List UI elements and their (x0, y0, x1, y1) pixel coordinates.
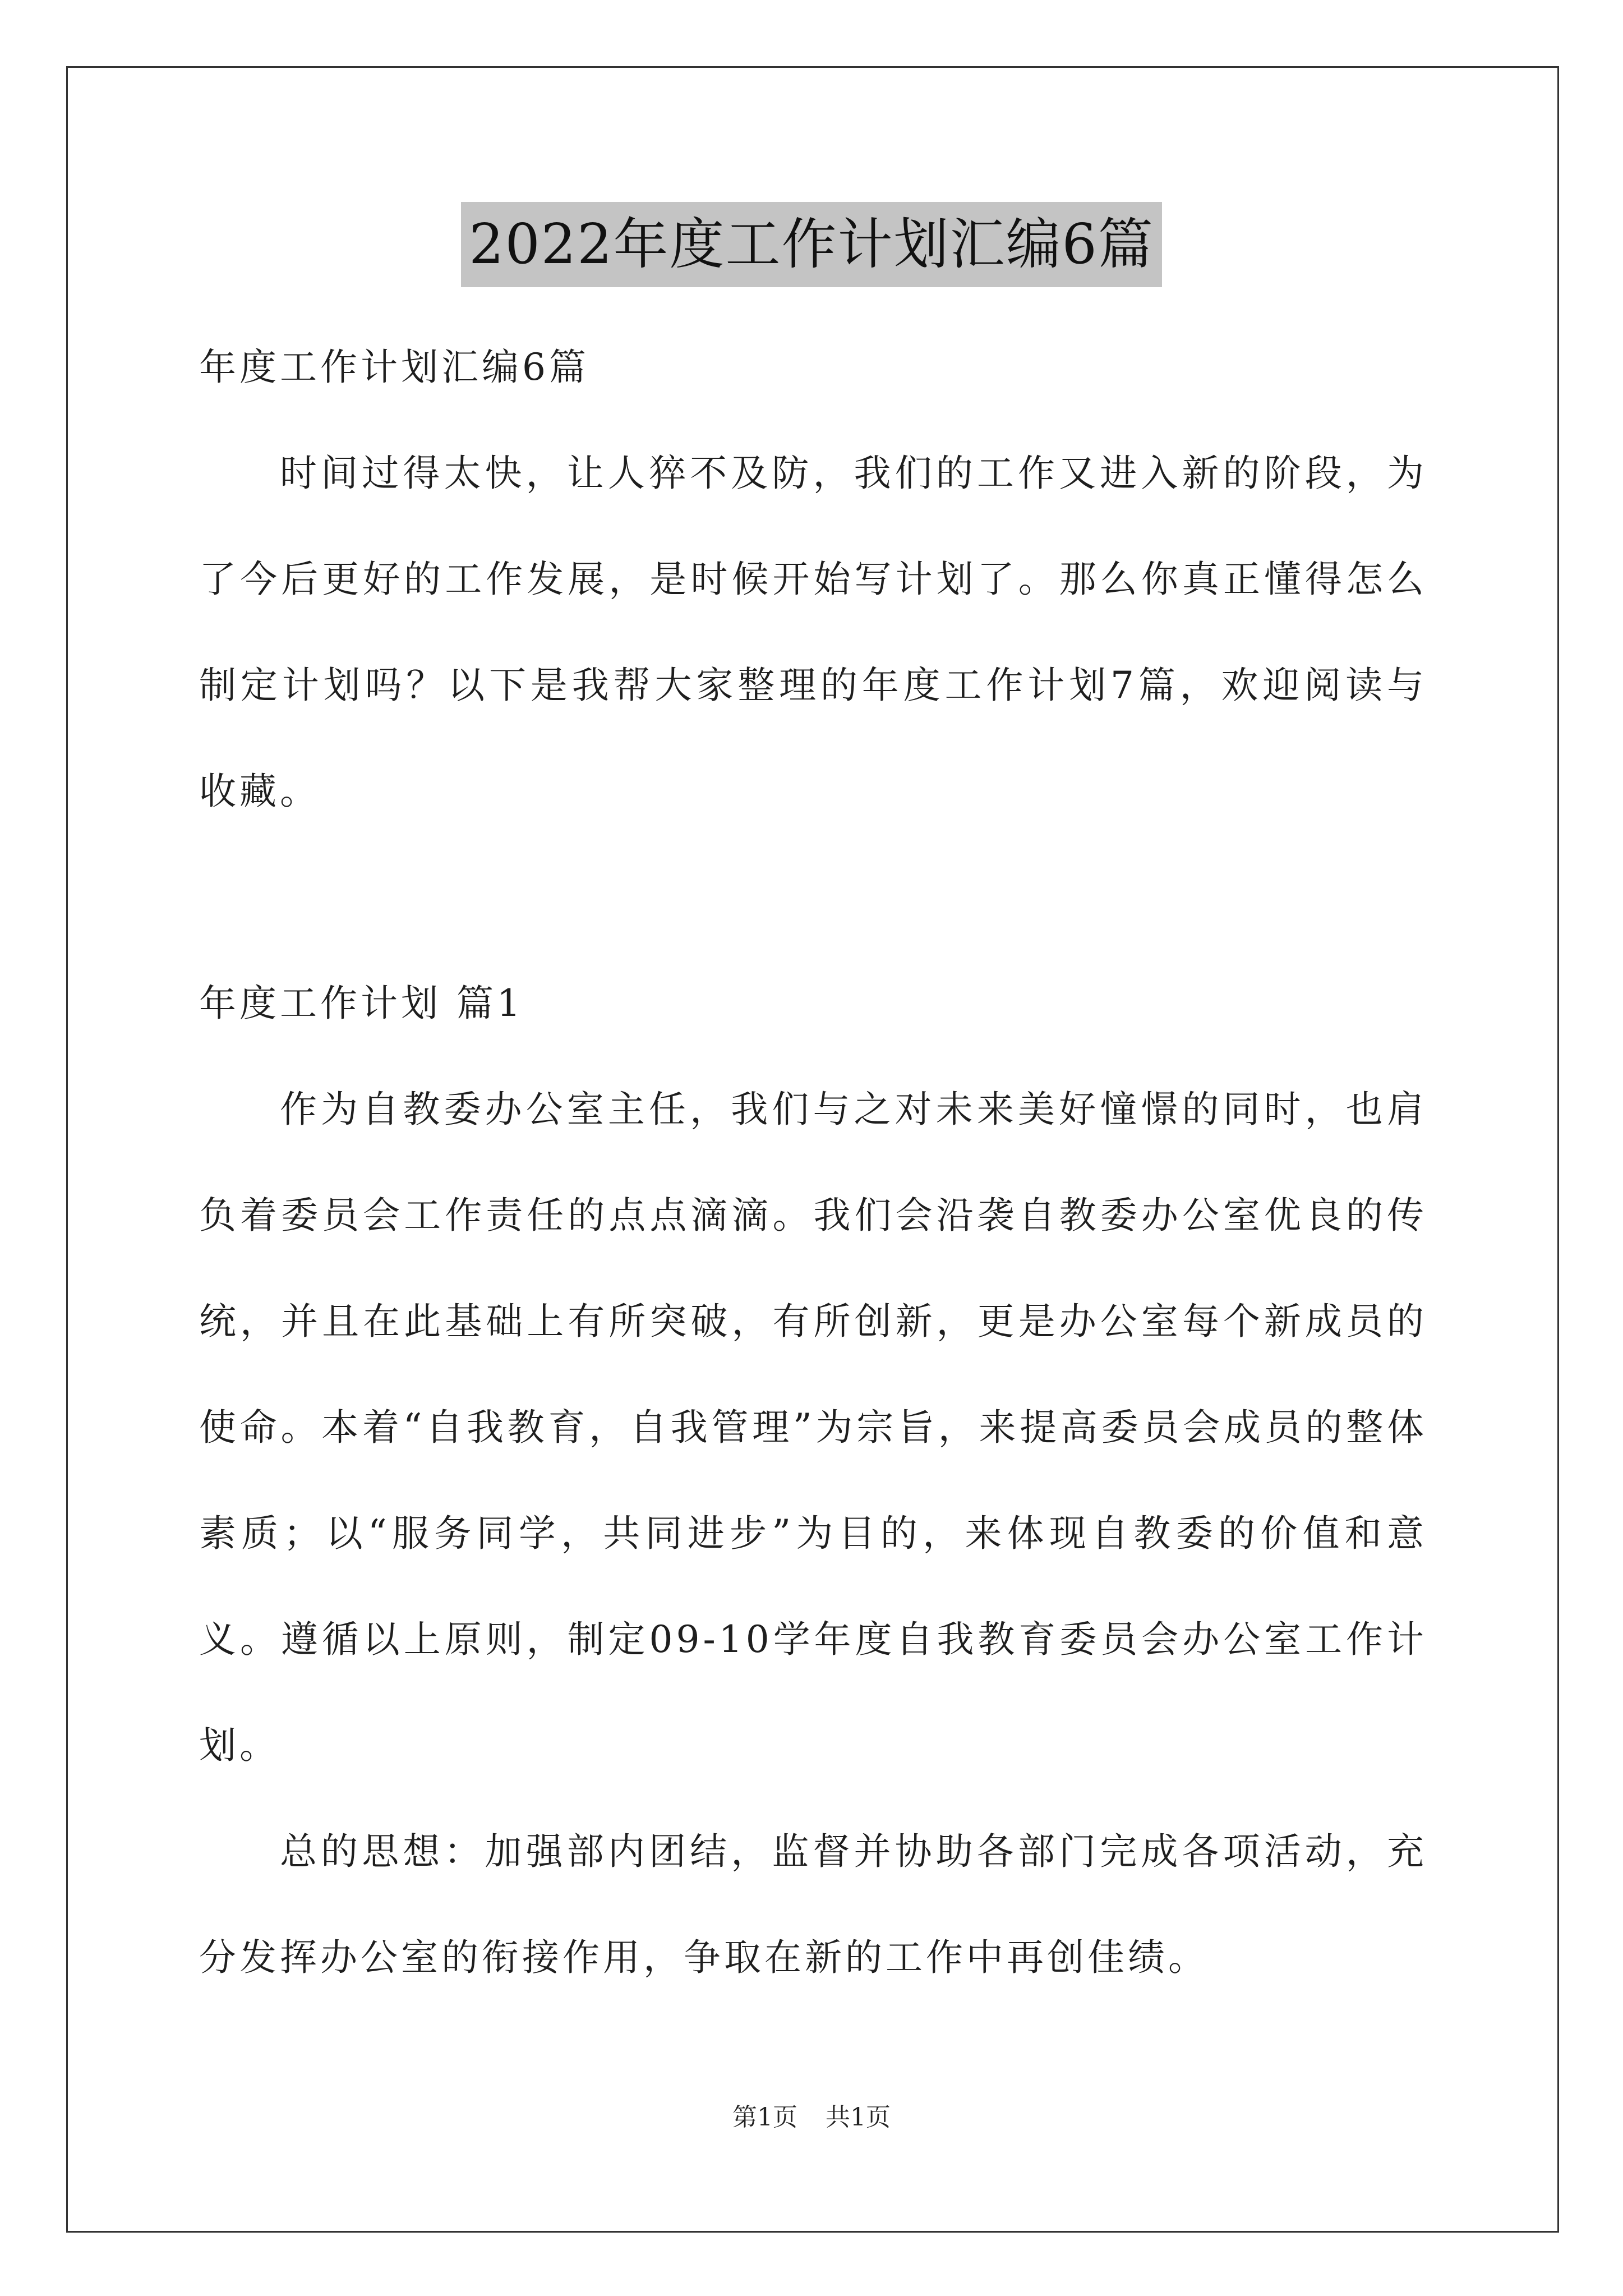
title-container (0, 202, 1623, 287)
document-body (199, 314, 1427, 2010)
intro-paragraph: 时间过得太快，让人猝不及防，我们的工作又进入新的阶段，为了今后更好的工作发展，是时候开始写计划了。那么你真正懂得怎么制定计划吗？以下是我帮大家整理的年度工作计划7篇，欢迎阅读与收藏。 (199, 452, 1427, 813)
section-heading: 年度工作计划 篇1 (199, 982, 524, 1025)
section-paragraph-2: 总的思想：加强部内团结，监督并协助各部门完成各项活动，充分发挥办公室的衔接作用，争取在新的工作中再创佳绩。 (199, 1830, 1427, 1979)
section-paragraph-1: 作为自教委办公室主任，我们与之对未来美好憧憬的同时，也肩负着委员会工作责任的点点滴滴。我们会沿袭自教委办公室优良的传统，并且在此基础上有所突破，有所创新，更是办公室每个新成员的使命。本着“自我教育，自我管理”为宗旨，来提高委员会成员的整体素质；以“服务同学，共同进步”为目的，来体现自教委的价值和意义。遵循以上原则，制定09-10学年度自我教育委员会办公室工作计划。 (199, 1088, 1427, 1767)
document-title: 2022年度工作计划汇编6篇 (461, 202, 1162, 287)
page-total: 共1页 (826, 2103, 891, 2132)
page-footer (0, 2097, 1623, 2133)
document-subtitle: 年度工作计划汇编6篇 (199, 346, 589, 389)
page-number: 第1页 (732, 2103, 797, 2132)
section-spacer (199, 844, 1427, 950)
